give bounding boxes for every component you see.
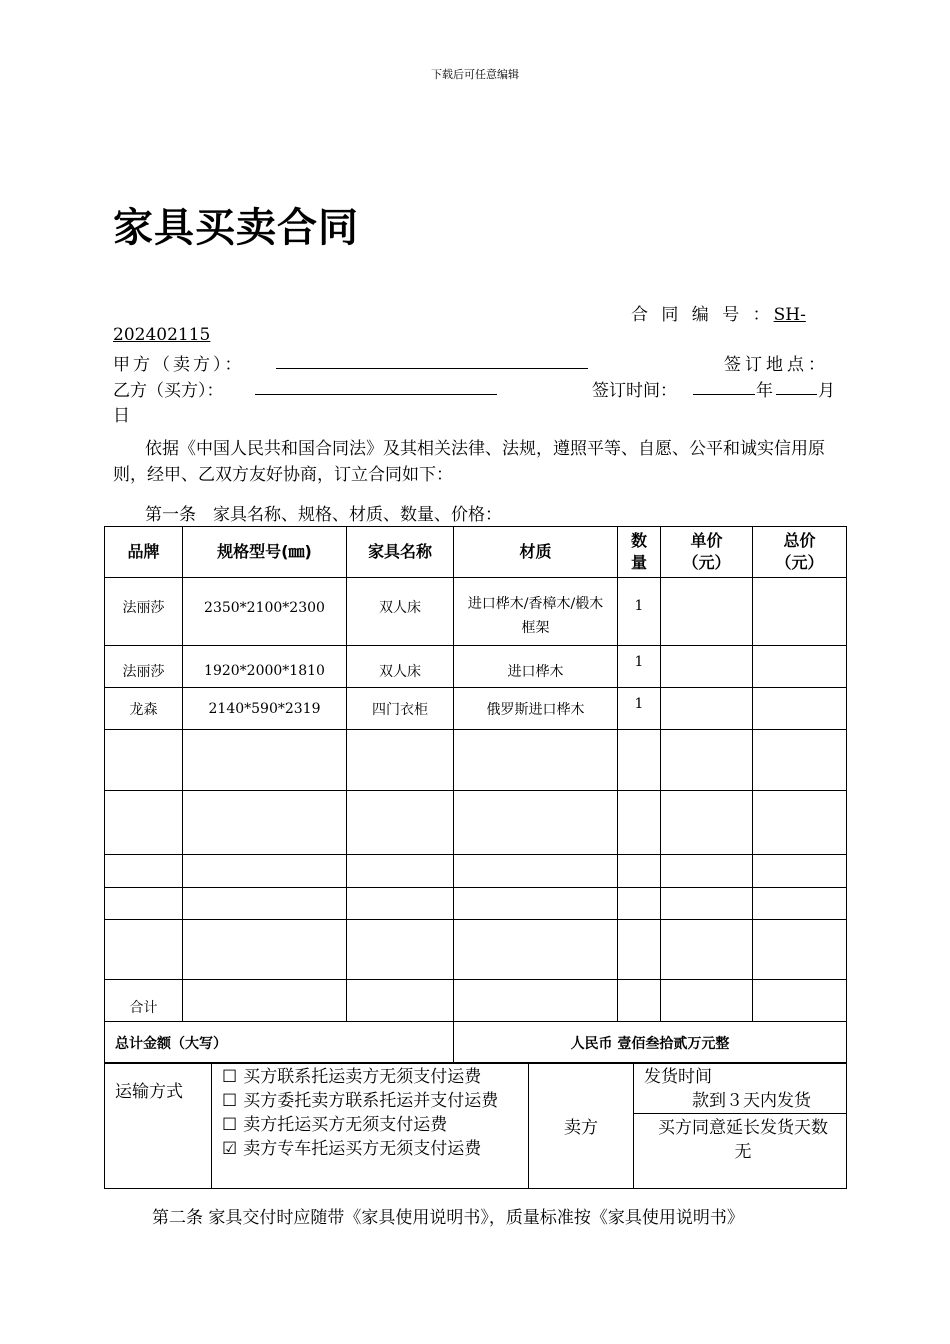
- checkbox-icon[interactable]: ☐: [222, 1115, 238, 1135]
- total-amount-value: 人民币 壹佰叁拾贰万元整: [454, 1022, 847, 1064]
- empty-cell[interactable]: [183, 730, 347, 791]
- cell-spec: 2350*2100*2300: [183, 578, 347, 646]
- total-row: [105, 1022, 847, 1064]
- col-header-qty: 数量: [618, 527, 661, 578]
- total-amount-label: 总计金额（大写）: [105, 1022, 454, 1064]
- table-row-empty: [105, 791, 847, 855]
- extend-days-label: 买方同意延长发货天数: [658, 1118, 828, 1138]
- party-a-label: 甲方（卖方）：: [113, 355, 245, 375]
- table-row: [105, 578, 847, 646]
- empty-cell[interactable]: [618, 730, 661, 791]
- contract-number-label: 合 同 编 号 ：: [631, 305, 774, 325]
- table-row: [105, 646, 847, 688]
- empty-cell[interactable]: [105, 855, 183, 888]
- col-header-spec: 规格型号(㎜): [183, 527, 347, 578]
- empty-cell[interactable]: [454, 855, 618, 888]
- cell-brand: 龙森: [105, 688, 183, 730]
- empty-cell[interactable]: [454, 730, 618, 791]
- empty-cell[interactable]: [105, 730, 183, 791]
- empty-cell[interactable]: [661, 888, 753, 920]
- empty-cell[interactable]: [105, 920, 183, 980]
- cell-total-price[interactable]: [753, 578, 847, 646]
- table-row-empty: [105, 730, 847, 791]
- empty-cell[interactable]: [105, 888, 183, 920]
- cell-total-price[interactable]: [753, 646, 847, 688]
- sum-total-cell[interactable]: [753, 980, 847, 1022]
- checkbox-icon[interactable]: ☐: [222, 1067, 238, 1087]
- transport-option-label: 卖方托运买方无须支付运费: [243, 1115, 448, 1135]
- empty-cell[interactable]: [347, 730, 454, 791]
- ship-time-value: 款到３天内发货: [692, 1091, 811, 1111]
- empty-cell[interactable]: [753, 791, 847, 855]
- empty-cell[interactable]: [454, 888, 618, 920]
- sign-time-label: 签订时间：: [592, 381, 677, 401]
- empty-cell[interactable]: [753, 920, 847, 980]
- empty-cell[interactable]: [661, 980, 753, 1022]
- article-1: 第一条 家具名称、规格、材质、数量、价格：: [145, 505, 502, 525]
- empty-cell[interactable]: [183, 980, 347, 1022]
- empty-cell[interactable]: [661, 920, 753, 980]
- empty-cell[interactable]: [661, 791, 753, 855]
- col-header-total-price: 总价（元）: [753, 527, 847, 578]
- transport-option[interactable]: [222, 1113, 522, 1137]
- cell-unit-price[interactable]: [661, 578, 753, 646]
- furniture-table: [104, 526, 847, 1064]
- table-row: [105, 688, 847, 730]
- empty-cell[interactable]: [661, 855, 753, 888]
- empty-cell[interactable]: [618, 920, 661, 980]
- table-row-empty: [105, 920, 847, 980]
- cell-total-price[interactable]: [753, 688, 847, 730]
- col-header-brand: 品牌: [105, 527, 183, 578]
- table-row-empty: [105, 855, 847, 888]
- col-header-material: 材质: [454, 527, 618, 578]
- empty-cell[interactable]: [347, 980, 454, 1022]
- cell-qty: 1: [618, 688, 661, 730]
- empty-cell[interactable]: [183, 855, 347, 888]
- empty-cell[interactable]: [454, 791, 618, 855]
- empty-cell[interactable]: [347, 791, 454, 855]
- transport-options: [212, 1063, 529, 1189]
- cell-spec: 2140*590*2319: [183, 688, 347, 730]
- transport-label: 运输方式: [105, 1063, 212, 1189]
- cell-material: 进口桦木/香樟木/椴木框架: [454, 578, 618, 646]
- empty-cell[interactable]: [618, 980, 661, 1022]
- seller-label: 卖方: [529, 1063, 634, 1189]
- party-b-blank[interactable]: [255, 378, 497, 395]
- transport-option[interactable]: [222, 1137, 522, 1161]
- cell-material: 俄罗斯进口桦木: [454, 688, 618, 730]
- empty-cell[interactable]: [105, 791, 183, 855]
- extend-days-cell: [634, 1114, 847, 1189]
- transport-option-label: 买方委托卖方联系托运并支付运费: [243, 1091, 499, 1111]
- empty-cell[interactable]: [618, 888, 661, 920]
- month-blank[interactable]: [776, 378, 817, 395]
- sum-label: 合计: [105, 980, 183, 1022]
- empty-cell[interactable]: [183, 791, 347, 855]
- transport-option[interactable]: [222, 1065, 522, 1089]
- checkbox-icon[interactable]: ☐: [222, 1091, 238, 1111]
- year-blank[interactable]: [693, 378, 755, 395]
- empty-cell[interactable]: [347, 920, 454, 980]
- cell-unit-price[interactable]: [661, 646, 753, 688]
- article-2: 第二条 家具交付时应随带《家具使用说明书》，质量标准按《家具使用说明书》: [152, 1208, 744, 1228]
- day-label: 日: [113, 406, 130, 426]
- transport-option-label: 买方联系托运卖方无须支付运费: [243, 1067, 482, 1087]
- empty-cell[interactable]: [454, 920, 618, 980]
- empty-cell[interactable]: [347, 855, 454, 888]
- contract-number-continued: 202402115: [113, 325, 211, 345]
- table-header-row: [105, 527, 847, 578]
- extend-days-value: 无: [734, 1142, 752, 1162]
- empty-cell[interactable]: [753, 888, 847, 920]
- ship-time-cell: [634, 1063, 847, 1114]
- cell-name: 双人床: [347, 646, 454, 688]
- month-label: 月: [818, 381, 835, 401]
- cell-qty: 1: [618, 578, 661, 646]
- transport-option-label: 卖方专车托运买方无须支付运费: [243, 1139, 482, 1159]
- col-header-name: 家具名称: [347, 527, 454, 578]
- table-row-empty: [105, 888, 847, 920]
- sign-place-label: 签订地点：: [724, 355, 829, 375]
- empty-cell[interactable]: [347, 888, 454, 920]
- cell-name: 四门衣柜: [347, 688, 454, 730]
- cell-brand: 法丽莎: [105, 578, 183, 646]
- year-label: 年: [756, 381, 773, 401]
- cell-name: 双人床: [347, 578, 454, 646]
- empty-cell[interactable]: [618, 791, 661, 855]
- empty-cell[interactable]: [753, 855, 847, 888]
- empty-cell[interactable]: [661, 730, 753, 791]
- checked-checkbox-icon[interactable]: ☑: [222, 1139, 238, 1159]
- cell-brand: 法丽莎: [105, 646, 183, 688]
- empty-cell[interactable]: [454, 980, 618, 1022]
- empty-cell[interactable]: [183, 920, 347, 980]
- intro-paragraph: 依据《中国人民共和国合同法》及其相关法律、法规，遵照平等、自愿、公平和诚实信用原则，经甲、乙双方友好协商，订立合同如下：: [113, 439, 825, 485]
- document-title: 家具买卖合同: [113, 205, 359, 251]
- contract-number-line: [631, 300, 806, 325]
- cell-material: 进口桦木: [454, 646, 618, 688]
- empty-cell[interactable]: [183, 888, 347, 920]
- contract-number-value: SH-: [773, 305, 806, 325]
- transport-table: [104, 1062, 847, 1189]
- empty-cell[interactable]: [753, 730, 847, 791]
- cell-qty: 1: [618, 646, 661, 688]
- party-a-blank[interactable]: [276, 352, 588, 369]
- transport-option[interactable]: [222, 1089, 522, 1113]
- ship-time-label: 发货时间: [644, 1067, 712, 1087]
- col-header-unit-price: 单价（元）: [661, 527, 753, 578]
- cell-spec: 1920*2000*1810: [183, 646, 347, 688]
- party-b-label: 乙方（买方）：: [113, 381, 224, 401]
- header-note: 下载后可任意编辑: [431, 68, 519, 81]
- sum-row: [105, 980, 847, 1022]
- cell-unit-price[interactable]: [661, 688, 753, 730]
- empty-cell[interactable]: [618, 855, 661, 888]
